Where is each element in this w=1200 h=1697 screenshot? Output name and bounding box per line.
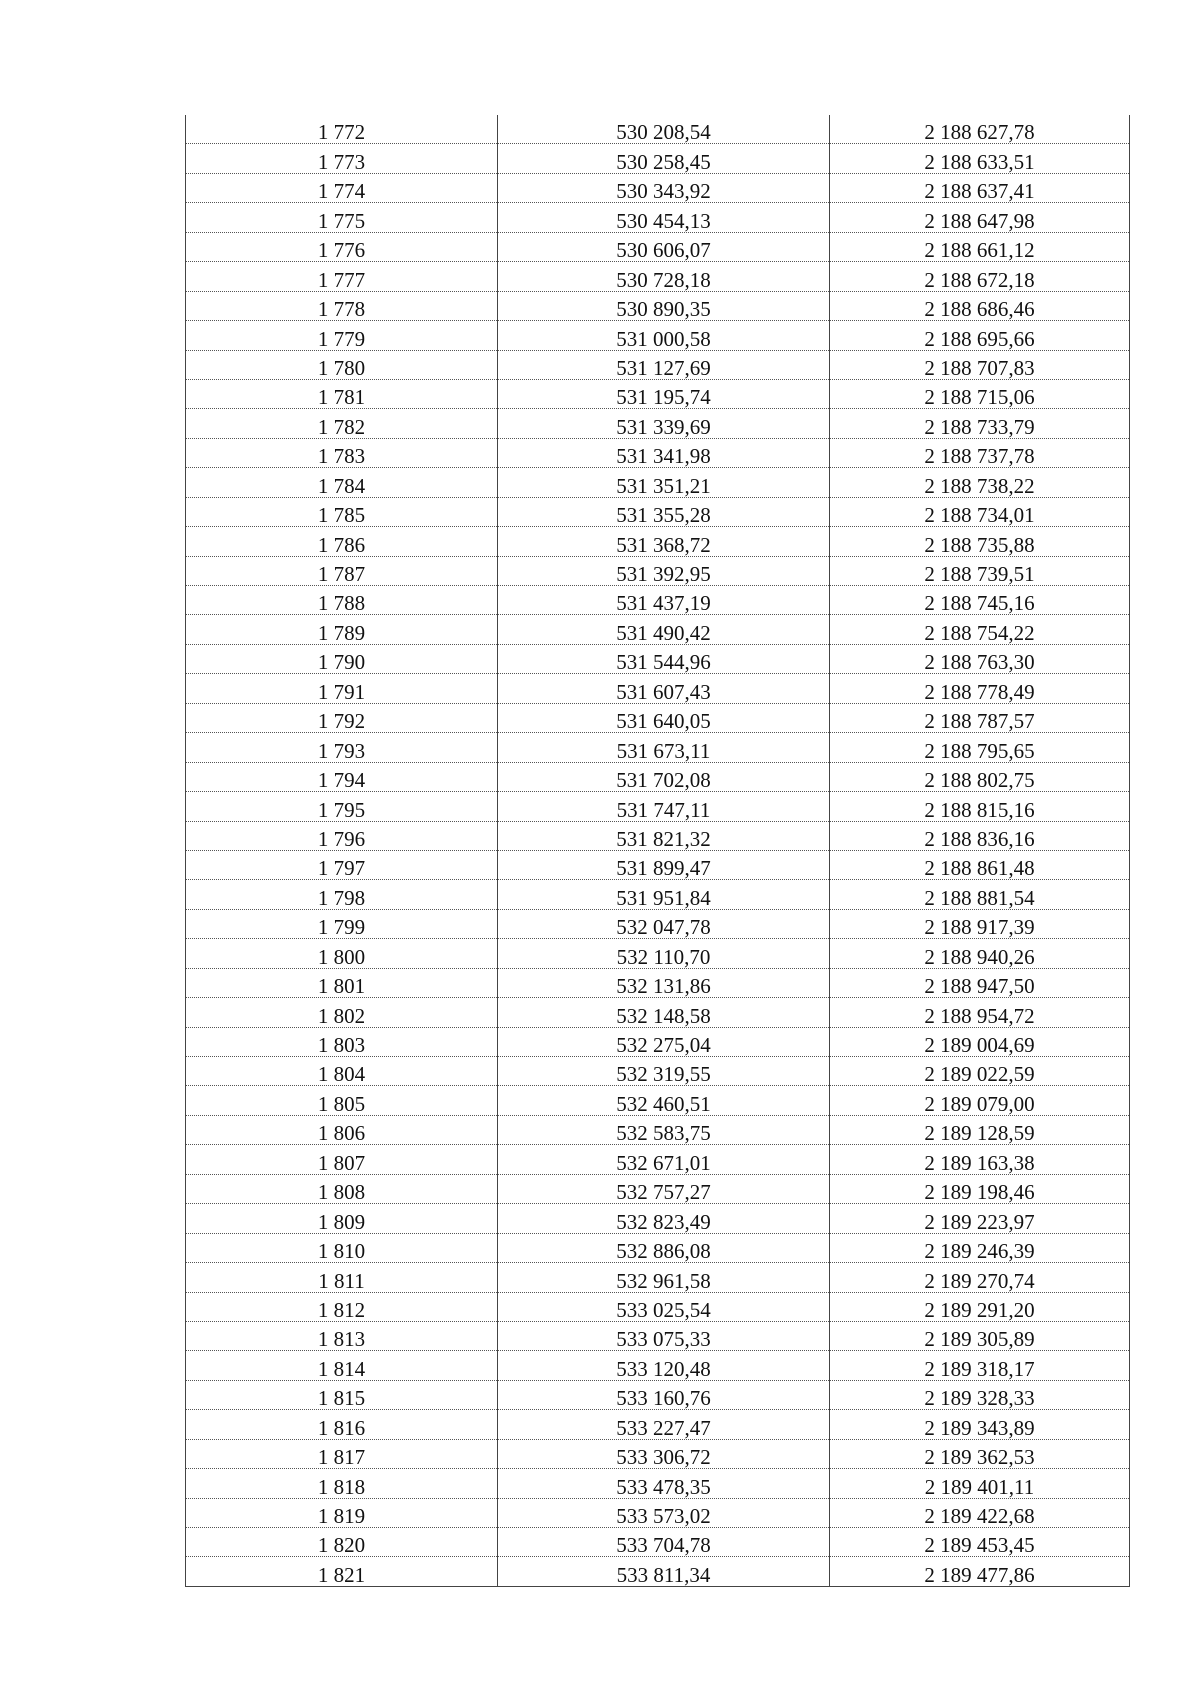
table-row <box>186 321 1130 350</box>
table-row <box>186 1145 1130 1174</box>
table-row <box>186 1233 1130 1262</box>
table-row <box>186 1557 1130 1586</box>
point-number-cell: 1 778 <box>186 291 498 320</box>
y-coordinate-cell: 2 188 737,78 <box>830 438 1130 467</box>
x-coordinate-cell: 530 728,18 <box>498 262 830 291</box>
x-coordinate-cell: 531 747,11 <box>498 792 830 821</box>
y-coordinate-cell: 2 188 795,65 <box>830 733 1130 762</box>
y-coordinate-cell: 2 189 318,17 <box>830 1351 1130 1380</box>
table-row <box>186 821 1130 850</box>
y-coordinate-cell: 2 189 270,74 <box>830 1263 1130 1292</box>
point-number-cell: 1 815 <box>186 1380 498 1409</box>
point-number-cell: 1 802 <box>186 998 498 1027</box>
y-coordinate-cell: 2 189 163,38 <box>830 1145 1130 1174</box>
y-coordinate-cell: 2 189 004,69 <box>830 1027 1130 1056</box>
table-row <box>186 703 1130 732</box>
point-number-cell: 1 812 <box>186 1292 498 1321</box>
y-coordinate-cell: 2 188 637,41 <box>830 173 1130 202</box>
table-row <box>186 1204 1130 1233</box>
table-row <box>186 379 1130 408</box>
point-number-cell: 1 816 <box>186 1410 498 1439</box>
x-coordinate-cell: 530 454,13 <box>498 203 830 232</box>
table-row <box>186 1027 1130 1056</box>
y-coordinate-cell: 2 189 328,33 <box>830 1380 1130 1409</box>
y-coordinate-cell: 2 189 422,68 <box>830 1498 1130 1527</box>
table-row <box>186 792 1130 821</box>
table-row <box>186 1439 1130 1468</box>
point-number-cell: 1 780 <box>186 350 498 379</box>
x-coordinate-cell: 533 227,47 <box>498 1410 830 1439</box>
table-row <box>186 1380 1130 1409</box>
table-row <box>186 1321 1130 1350</box>
y-coordinate-cell: 2 188 881,54 <box>830 880 1130 909</box>
point-number-cell: 1 795 <box>186 792 498 821</box>
table-row <box>186 1528 1130 1557</box>
table-row <box>186 762 1130 791</box>
x-coordinate-cell: 532 886,08 <box>498 1233 830 1262</box>
y-coordinate-cell: 2 188 734,01 <box>830 497 1130 526</box>
x-coordinate-cell: 531 351,21 <box>498 468 830 497</box>
y-coordinate-cell: 2 189 079,00 <box>830 1086 1130 1115</box>
y-coordinate-cell: 2 188 940,26 <box>830 939 1130 968</box>
x-coordinate-cell: 531 544,96 <box>498 644 830 673</box>
x-coordinate-cell: 533 025,54 <box>498 1292 830 1321</box>
table-row <box>186 733 1130 762</box>
y-coordinate-cell: 2 189 223,97 <box>830 1204 1130 1233</box>
point-number-cell: 1 819 <box>186 1498 498 1527</box>
y-coordinate-cell: 2 189 128,59 <box>830 1115 1130 1144</box>
point-number-cell: 1 788 <box>186 586 498 615</box>
x-coordinate-cell: 533 704,78 <box>498 1528 830 1557</box>
y-coordinate-cell: 2 188 778,49 <box>830 674 1130 703</box>
x-coordinate-cell: 532 047,78 <box>498 909 830 938</box>
y-coordinate-cell: 2 188 763,30 <box>830 644 1130 673</box>
table-row <box>186 350 1130 379</box>
y-coordinate-cell: 2 188 707,83 <box>830 350 1130 379</box>
point-number-cell: 1 809 <box>186 1204 498 1233</box>
table-row <box>186 615 1130 644</box>
x-coordinate-cell: 531 607,43 <box>498 674 830 703</box>
y-coordinate-cell: 2 188 815,16 <box>830 792 1130 821</box>
table-row <box>186 527 1130 556</box>
coordinates-table <box>185 115 1130 1587</box>
point-number-cell: 1 791 <box>186 674 498 703</box>
table-row <box>186 144 1130 173</box>
x-coordinate-cell: 532 961,58 <box>498 1263 830 1292</box>
x-coordinate-cell: 531 437,19 <box>498 586 830 615</box>
table-row <box>186 262 1130 291</box>
point-number-cell: 1 804 <box>186 1057 498 1086</box>
x-coordinate-cell: 532 131,86 <box>498 968 830 997</box>
table-row <box>186 850 1130 879</box>
point-number-cell: 1 774 <box>186 173 498 202</box>
point-number-cell: 1 810 <box>186 1233 498 1262</box>
point-number-cell: 1 781 <box>186 379 498 408</box>
y-coordinate-cell: 2 189 343,89 <box>830 1410 1130 1439</box>
x-coordinate-cell: 531 339,69 <box>498 409 830 438</box>
x-coordinate-cell: 532 823,49 <box>498 1204 830 1233</box>
table-row <box>186 203 1130 232</box>
x-coordinate-cell: 531 195,74 <box>498 379 830 408</box>
x-coordinate-cell: 531 490,42 <box>498 615 830 644</box>
y-coordinate-cell: 2 189 401,11 <box>830 1469 1130 1498</box>
point-number-cell: 1 799 <box>186 909 498 938</box>
y-coordinate-cell: 2 188 695,66 <box>830 321 1130 350</box>
y-coordinate-cell: 2 188 754,22 <box>830 615 1130 644</box>
table-row <box>186 173 1130 202</box>
point-number-cell: 1 798 <box>186 880 498 909</box>
point-number-cell: 1 821 <box>186 1557 498 1586</box>
table-row <box>186 468 1130 497</box>
table-row <box>186 115 1130 144</box>
point-number-cell: 1 794 <box>186 762 498 791</box>
point-number-cell: 1 782 <box>186 409 498 438</box>
point-number-cell: 1 817 <box>186 1439 498 1468</box>
x-coordinate-cell: 532 275,04 <box>498 1027 830 1056</box>
y-coordinate-cell: 2 189 305,89 <box>830 1321 1130 1350</box>
y-coordinate-cell: 2 188 672,18 <box>830 262 1130 291</box>
y-coordinate-cell: 2 188 836,16 <box>830 821 1130 850</box>
table-row <box>186 968 1130 997</box>
x-coordinate-cell: 532 671,01 <box>498 1145 830 1174</box>
point-number-cell: 1 775 <box>186 203 498 232</box>
point-number-cell: 1 790 <box>186 644 498 673</box>
x-coordinate-cell: 531 000,58 <box>498 321 830 350</box>
table-row <box>186 674 1130 703</box>
table-row <box>186 291 1130 320</box>
point-number-cell: 1 813 <box>186 1321 498 1350</box>
y-coordinate-cell: 2 188 947,50 <box>830 968 1130 997</box>
x-coordinate-cell: 531 640,05 <box>498 703 830 732</box>
x-coordinate-cell: 530 258,45 <box>498 144 830 173</box>
y-coordinate-cell: 2 188 647,98 <box>830 203 1130 232</box>
point-number-cell: 1 786 <box>186 527 498 556</box>
point-number-cell: 1 785 <box>186 497 498 526</box>
y-coordinate-cell: 2 188 861,48 <box>830 850 1130 879</box>
y-coordinate-cell: 2 189 291,20 <box>830 1292 1130 1321</box>
point-number-cell: 1 796 <box>186 821 498 850</box>
x-coordinate-cell: 532 757,27 <box>498 1174 830 1203</box>
point-number-cell: 1 820 <box>186 1528 498 1557</box>
table-row <box>186 1292 1130 1321</box>
x-coordinate-cell: 533 160,76 <box>498 1380 830 1409</box>
x-coordinate-cell: 533 120,48 <box>498 1351 830 1380</box>
point-number-cell: 1 777 <box>186 262 498 291</box>
table-row <box>186 1057 1130 1086</box>
point-number-cell: 1 776 <box>186 232 498 261</box>
point-number-cell: 1 808 <box>186 1174 498 1203</box>
table-row <box>186 1115 1130 1144</box>
x-coordinate-cell: 530 890,35 <box>498 291 830 320</box>
x-coordinate-cell: 533 478,35 <box>498 1469 830 1498</box>
point-number-cell: 1 806 <box>186 1115 498 1144</box>
y-coordinate-cell: 2 188 627,78 <box>830 115 1130 144</box>
table-row <box>186 232 1130 261</box>
table-row <box>186 409 1130 438</box>
point-number-cell: 1 818 <box>186 1469 498 1498</box>
point-number-cell: 1 779 <box>186 321 498 350</box>
point-number-cell: 1 805 <box>186 1086 498 1115</box>
point-number-cell: 1 803 <box>186 1027 498 1056</box>
table-row <box>186 1351 1130 1380</box>
x-coordinate-cell: 533 306,72 <box>498 1439 830 1468</box>
point-number-cell: 1 797 <box>186 850 498 879</box>
x-coordinate-cell: 532 583,75 <box>498 1115 830 1144</box>
y-coordinate-cell: 2 188 735,88 <box>830 527 1130 556</box>
x-coordinate-cell: 531 341,98 <box>498 438 830 467</box>
table-row <box>186 556 1130 585</box>
y-coordinate-cell: 2 188 787,57 <box>830 703 1130 732</box>
y-coordinate-cell: 2 189 246,39 <box>830 1233 1130 1262</box>
y-coordinate-cell: 2 188 954,72 <box>830 998 1130 1027</box>
x-coordinate-cell: 532 110,70 <box>498 939 830 968</box>
x-coordinate-cell: 531 368,72 <box>498 527 830 556</box>
table-row <box>186 1263 1130 1292</box>
y-coordinate-cell: 2 188 715,06 <box>830 379 1130 408</box>
table-row <box>186 1498 1130 1527</box>
point-number-cell: 1 789 <box>186 615 498 644</box>
x-coordinate-cell: 530 208,54 <box>498 115 830 144</box>
point-number-cell: 1 773 <box>186 144 498 173</box>
y-coordinate-cell: 2 188 686,46 <box>830 291 1130 320</box>
x-coordinate-cell: 531 951,84 <box>498 880 830 909</box>
point-number-cell: 1 814 <box>186 1351 498 1380</box>
point-number-cell: 1 793 <box>186 733 498 762</box>
y-coordinate-cell: 2 188 745,16 <box>830 586 1130 615</box>
point-number-cell: 1 784 <box>186 468 498 497</box>
table-row <box>186 998 1130 1027</box>
y-coordinate-cell: 2 189 362,53 <box>830 1439 1130 1468</box>
coordinates-table-body <box>186 115 1130 1586</box>
x-coordinate-cell: 531 899,47 <box>498 850 830 879</box>
table-row <box>186 1174 1130 1203</box>
x-coordinate-cell: 533 573,02 <box>498 1498 830 1527</box>
table-row <box>186 1410 1130 1439</box>
table-row <box>186 939 1130 968</box>
x-coordinate-cell: 532 148,58 <box>498 998 830 1027</box>
table-row <box>186 909 1130 938</box>
x-coordinate-cell: 531 127,69 <box>498 350 830 379</box>
table-row <box>186 497 1130 526</box>
point-number-cell: 1 800 <box>186 939 498 968</box>
y-coordinate-cell: 2 189 022,59 <box>830 1057 1130 1086</box>
y-coordinate-cell: 2 188 661,12 <box>830 232 1130 261</box>
y-coordinate-cell: 2 188 739,51 <box>830 556 1130 585</box>
table-row <box>186 880 1130 909</box>
x-coordinate-cell: 532 319,55 <box>498 1057 830 1086</box>
x-coordinate-cell: 533 811,34 <box>498 1557 830 1586</box>
table-row <box>186 438 1130 467</box>
y-coordinate-cell: 2 188 633,51 <box>830 144 1130 173</box>
y-coordinate-cell: 2 189 477,86 <box>830 1557 1130 1586</box>
point-number-cell: 1 772 <box>186 115 498 144</box>
table-row <box>186 1086 1130 1115</box>
x-coordinate-cell: 531 355,28 <box>498 497 830 526</box>
x-coordinate-cell: 530 343,92 <box>498 173 830 202</box>
point-number-cell: 1 807 <box>186 1145 498 1174</box>
y-coordinate-cell: 2 188 917,39 <box>830 909 1130 938</box>
table-row <box>186 1469 1130 1498</box>
x-coordinate-cell: 532 460,51 <box>498 1086 830 1115</box>
x-coordinate-cell: 530 606,07 <box>498 232 830 261</box>
x-coordinate-cell: 533 075,33 <box>498 1321 830 1350</box>
y-coordinate-cell: 2 188 733,79 <box>830 409 1130 438</box>
y-coordinate-cell: 2 189 453,45 <box>830 1528 1130 1557</box>
point-number-cell: 1 787 <box>186 556 498 585</box>
point-number-cell: 1 811 <box>186 1263 498 1292</box>
y-coordinate-cell: 2 189 198,46 <box>830 1174 1130 1203</box>
x-coordinate-cell: 531 821,32 <box>498 821 830 850</box>
point-number-cell: 1 801 <box>186 968 498 997</box>
table-row <box>186 644 1130 673</box>
point-number-cell: 1 783 <box>186 438 498 467</box>
y-coordinate-cell: 2 188 738,22 <box>830 468 1130 497</box>
table-row <box>186 586 1130 615</box>
point-number-cell: 1 792 <box>186 703 498 732</box>
y-coordinate-cell: 2 188 802,75 <box>830 762 1130 791</box>
x-coordinate-cell: 531 702,08 <box>498 762 830 791</box>
x-coordinate-cell: 531 392,95 <box>498 556 830 585</box>
x-coordinate-cell: 531 673,11 <box>498 733 830 762</box>
